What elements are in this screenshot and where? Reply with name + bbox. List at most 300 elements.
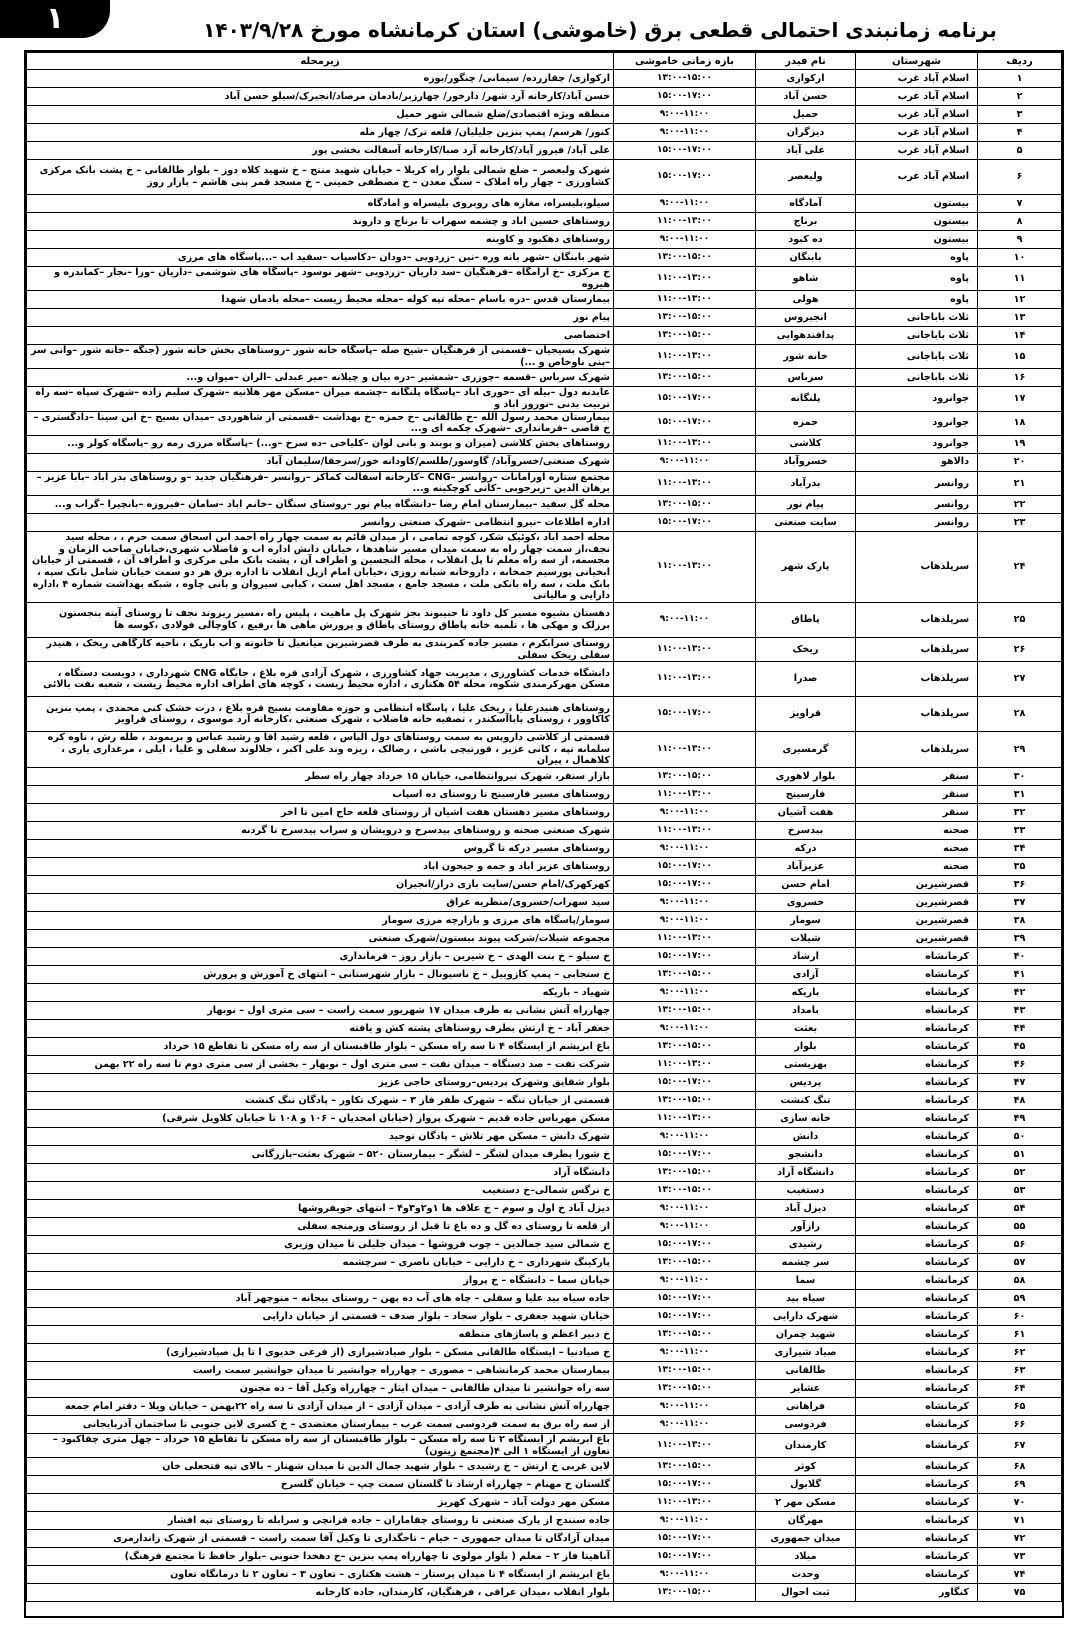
area-cell: روستای سرابکرم ، مسیر جاده کمربندی به طرف قصرشیرین میانعیل تا خانوته و اب باریک ، ناحیه کارگاهی ریخک ، هنیدر سفلی ریخک سفلی (27, 637, 614, 661)
feeder-cell: ریخک (756, 637, 856, 661)
schedule-sheet (24, 50, 1064, 1618)
time-cell: ۹:۰۰-۱۱:۰۰ (614, 1217, 756, 1235)
row-number-cell: ۷۴ (978, 1566, 1062, 1584)
city-cell: کرمانشاه (856, 1361, 978, 1379)
feeder-cell: تنگ کنشت (756, 1091, 856, 1109)
city-cell: ثلاث باباجانی (856, 327, 978, 345)
area-cell: روستاهای مسیر دهستان هفت اشیان از روستای قلعه حاج امین تا اخر (27, 803, 614, 821)
area-cell: سیلو،بلیسراه، مغازه های روبروی بلیسراه و امادگاه (27, 195, 614, 213)
table-row (27, 1055, 1062, 1073)
city-cell: جوانرود (856, 411, 978, 435)
row-number-cell: ۴۴ (978, 1019, 1062, 1037)
row-number-cell: ۴۳ (978, 1001, 1062, 1019)
area-cell: روستاهای بخش کلاشی (میزان و بوبند و بانی لوان –کلیاخی –ده سرخ –و...) –پاسگاه مرزی رمه رو –پاسگاه کولر و... (27, 435, 614, 453)
feeder-cell: ده کبود (756, 231, 856, 249)
city-cell: سرپلذهاب (856, 531, 978, 602)
time-cell: ۱۵:۰۰-۱۷:۰۰ (614, 88, 756, 106)
page-number: ۱ (45, 1, 65, 36)
city-cell: کرمانشاه (856, 1037, 978, 1055)
header-row-number: ردیف (978, 53, 1062, 70)
city-cell: کرمانشاه (856, 947, 978, 965)
row-number-cell: ۲۷ (978, 662, 1062, 697)
row-number-cell: ۱۱ (978, 267, 1062, 291)
area-cell: منطقه ویژه اقتصادی/ضلع شمالی شهر حمیل (27, 106, 614, 124)
feeder-cell: سومار (756, 911, 856, 929)
area-cell: خ سنجابی – پمپ کازوییل – خ ناسیونال – بازار شهرستانی – انتهای خ آموزش و پرورش (27, 965, 614, 983)
table-row (27, 1361, 1062, 1379)
table-row (27, 602, 1062, 637)
area-cell: چهارراه آتش نشانی به طرف آزادی – میدان آزادی – از میدان آزادی تا سه راه ۲۲بهمن – خیابان ویلا – دفتر امام جمعه (27, 1397, 614, 1415)
table-row (27, 1397, 1062, 1415)
time-cell: ۱۳:۰۰-۱۵:۰۰ (614, 1458, 756, 1476)
row-number-cell: ۷۵ (978, 1584, 1062, 1602)
outage-schedule-table (26, 52, 1062, 1602)
area-cell: اداره اطلاعات –نیرو انتظامی –شهرک صنعتی روانسر (27, 513, 614, 531)
area-cell: بلوار انقلاب ،میدان عراقی ، فرهنگیان، کارمندان، جاده کارخانه (27, 1584, 614, 1602)
table-row (27, 662, 1062, 697)
time-cell: ۱۵:۰۰-۱۷:۰۰ (614, 1235, 756, 1253)
row-number-cell: ۲۶ (978, 637, 1062, 661)
table-row (27, 387, 1062, 411)
city-cell: اسلام آباد غرب (856, 106, 978, 124)
feeder-cell: مهرگان (756, 1512, 856, 1530)
feeder-cell: آمادگاه (756, 195, 856, 213)
feeder-cell: پدافندهوایی (756, 327, 856, 345)
table-row (27, 369, 1062, 387)
feeder-cell: هولی (756, 291, 856, 309)
row-number-cell: ۴۹ (978, 1109, 1062, 1127)
row-number-cell: ۷۱ (978, 1512, 1062, 1530)
feeder-cell: هفت آشیان (756, 803, 856, 821)
table-row (27, 1379, 1062, 1397)
table-row (27, 1091, 1062, 1109)
table-row (27, 1163, 1062, 1181)
table-row (27, 1325, 1062, 1343)
area-cell: جاده سیاه بید علیا و سفلی – چاه های آب ده پهن – روستای بیجانه – منوچهر آباد (27, 1289, 614, 1307)
city-cell: قصرشیرین (856, 875, 978, 893)
feeder-cell: خانه سازی (756, 1109, 856, 1127)
feeder-cell: میدان جمهوری (756, 1530, 856, 1548)
city-cell: صحنه (856, 839, 978, 857)
time-cell: ۹:۰۰-۱۱:۰۰ (614, 124, 756, 142)
city-cell: دالاهو (856, 453, 978, 471)
table-row (27, 857, 1062, 875)
city-cell: کرمانشاه (856, 1163, 978, 1181)
feeder-cell: بهزیستی (756, 1055, 856, 1073)
city-cell: قصرشیرین (856, 893, 978, 911)
area-cell: باغ ابریشم از ایستگاه ۲ تا سه راه مسکن – بلوار طاقبستان از سه راه مسکن تا تقاطع ۱۵ خرداد – چهل متری چقاکبود – تعاون از ایستگاه ۱ الی ۴(مجتمع زیتون) (27, 1433, 614, 1457)
feeder-cell: آزادی (756, 965, 856, 983)
city-cell: پاوه (856, 267, 978, 291)
time-cell: ۱۳:۰۰-۱۵:۰۰ (614, 1037, 756, 1055)
table-row (27, 767, 1062, 785)
area-cell: از سه راه برق به سمت فردوسی سمت غرب – بیمارستان معتضدی – خ کسری لاین جنوبی تا ساختمان آذربایجانی (27, 1415, 614, 1433)
row-number-cell: ۳۶ (978, 875, 1062, 893)
feeder-cell: وحدت (756, 1566, 856, 1584)
row-number-cell: ۳۲ (978, 803, 1062, 821)
row-number-cell: ۶۸ (978, 1458, 1062, 1476)
city-cell: کرمانشاه (856, 1127, 978, 1145)
city-cell: کرمانشاه (856, 965, 978, 983)
feeder-cell: قراویز (756, 697, 856, 732)
table-row (27, 929, 1062, 947)
row-number-cell: ۹ (978, 231, 1062, 249)
time-cell: ۱۵:۰۰-۱۷:۰۰ (614, 1307, 756, 1325)
table-row (27, 1073, 1062, 1091)
feeder-cell: ارکوازی (756, 70, 856, 88)
feeder-cell: عزیزآباد (756, 857, 856, 875)
row-number-cell: ۲۰ (978, 453, 1062, 471)
city-cell: کرمانشاه (856, 1307, 978, 1325)
feeder-cell: رازآور (756, 1217, 856, 1235)
row-number-cell: ۶۵ (978, 1397, 1062, 1415)
table-row (27, 106, 1062, 124)
feeder-cell: درکه (756, 839, 856, 857)
table-row (27, 345, 1062, 369)
table-row (27, 1145, 1062, 1163)
area-cell: شهر بابنگان –شهر بانه وره –نین –زردویی –دودان –دکاسیاب –سفید اب –...پاسگاه های مرزی (27, 249, 614, 267)
city-cell: کنگاور (856, 1584, 978, 1602)
table-row (27, 1458, 1062, 1476)
time-cell: ۹:۰۰-۱۱:۰۰ (614, 911, 756, 929)
area-cell: شهرک ولیعصر – ضلع شمالی بلوار راه کربلا – خیابان شهید منتج – خ شهید کلاه دوز – بلوار طالقانی – خ پشت بانک مرکزی کشاورزی – چهار راه املاک – سنگ معدن – خ مصطفی خمینی – خ مسجد قمر بنی هاشم – بازار روز (27, 160, 614, 195)
city-cell: اسلام آباد غرب (856, 124, 978, 142)
time-cell: ۱۳:۰۰-۱۵:۰۰ (614, 327, 756, 345)
city-cell: کرمانشاه (856, 983, 978, 1001)
area-cell: سه راه جوانشیر تا میدان طالقانی – میدان ایثار – چهارراه وکیل آقا – ده مجنون (27, 1379, 614, 1397)
time-cell: ۱۳:۰۰-۱۵:۰۰ (614, 1361, 756, 1379)
table-row (27, 1476, 1062, 1494)
table-row (27, 839, 1062, 857)
time-cell: ۹:۰۰-۱۱:۰۰ (614, 602, 756, 637)
city-cell: روانسر (856, 471, 978, 495)
row-number-cell: ۳۵ (978, 857, 1062, 875)
feeder-cell: شاهو (756, 267, 856, 291)
feeder-cell: شهید چمران (756, 1325, 856, 1343)
table-row (27, 495, 1062, 513)
feeder-cell: گرمسیری (756, 732, 856, 768)
time-cell: ۱۵:۰۰-۱۷:۰۰ (614, 160, 756, 195)
time-cell: ۱۱:۰۰-۱۳:۰۰ (614, 637, 756, 661)
time-cell: ۹:۰۰-۱۱:۰۰ (614, 983, 756, 1001)
area-cell: دهستان بشیوه مسیر کل داود تا حبیبوند بجز شهرک پل ماهیت ، پلیس راه ،مسیر ریزوند نجف تا روستای آینه بنجستون برزلک و مهکی ها ، تلمبه خانه پاطاق روستای پاطاق و پرورش ماهی ها ،رفیع ، کاوچالی فولادی ،کوسه ها (27, 602, 614, 637)
row-number-cell: ۴۸ (978, 1091, 1062, 1109)
city-cell: کرمانشاه (856, 1397, 978, 1415)
city-cell: کرمانشاه (856, 1458, 978, 1476)
area-cell: چهارراه آتش نشانی به طرف میدان ۱۷ شهریور سمت راست – سی متری اول – نوبهار (27, 1001, 614, 1019)
area-cell: باغ ابریشم از ایستگاه ۴ تا سه راه مسکن – بلوار طاقبستان از سه راه مسکن تا تقاطع ۱۵ خرداد (27, 1037, 614, 1055)
table-row (27, 1415, 1062, 1433)
time-cell: ۱۳:۰۰-۱۵:۰۰ (614, 1163, 756, 1181)
area-cell: خ دبیر اعظم و پاساژهای منطقه (27, 1325, 614, 1343)
header-city: شهرستان (856, 53, 978, 70)
table-row (27, 1001, 1062, 1019)
city-cell: روانسر (856, 513, 978, 531)
row-number-cell: ۵۹ (978, 1289, 1062, 1307)
time-cell: ۱۳:۰۰-۱۵:۰۰ (614, 1253, 756, 1271)
feeder-cell: شیلات (756, 929, 856, 947)
city-cell: کرمانشاه (856, 1415, 978, 1433)
city-cell: کرمانشاه (856, 1289, 978, 1307)
city-cell: قصرشیرین (856, 929, 978, 947)
city-cell: کرمانشاه (856, 1512, 978, 1530)
city-cell: بیستون (856, 231, 978, 249)
city-cell: اسلام آباد غرب (856, 142, 978, 160)
table-row (27, 1307, 1062, 1325)
area-cell: خ نرگس شمالی–خ دستغیب (27, 1181, 614, 1199)
row-number-cell: ۶۷ (978, 1433, 1062, 1457)
table-row (27, 195, 1062, 213)
area-cell: دانشگاه آزاد (27, 1163, 614, 1181)
feeder-cell: علی آباد (756, 142, 856, 160)
time-cell: ۱۳:۰۰-۱۵:۰۰ (614, 1379, 756, 1397)
row-number-cell: ۴۶ (978, 1055, 1062, 1073)
time-cell: ۱۱:۰۰-۱۳:۰۰ (614, 471, 756, 495)
time-cell: ۱۵:۰۰-۱۷:۰۰ (614, 875, 756, 893)
city-cell: سنقر (856, 803, 978, 821)
area-cell: لاین غربی خ ارتش – خ رشیدی – بلوار شهید جمال الدین تا میدان شهناز – بالای تپه فتحعلی خان (27, 1458, 614, 1476)
area-cell: روستاهای هنیدرعلیا ، ریخک علیا ، پاسگاه انتظامی و حوزه مقاومت بسیج قره بلاغ ، درت خشک کنی محمدی ، پمپ بنزین کاکاوور ، روستای باباآسکندر ، تصفیه خانه فاضلاب ، شهرک صنعتی ،کارخانه آرد موسوی ، روستای قراویز (27, 697, 614, 732)
city-cell: اسلام آباد غرب (856, 88, 978, 106)
row-number-cell: ۱۵ (978, 345, 1062, 369)
city-cell: کرمانشاه (856, 1199, 978, 1217)
table-row (27, 637, 1062, 661)
area-cell: کنور/ هرسم/ پمپ بنزین جلیلیان/ قلعه ترک/ چهار مله (27, 124, 614, 142)
city-cell: پاوه (856, 249, 978, 267)
city-cell: کرمانشاه (856, 1548, 978, 1566)
city-cell: کرمانشاه (856, 1253, 978, 1271)
row-number-cell: ۵۲ (978, 1163, 1062, 1181)
area-cell: محله گل سفید –بیمارستان امام رضا –دانشگاه پیام نور –روستای سنگان –خانم اباد –سامان –فیروزه –بانچیرا –گراب و... (27, 495, 614, 513)
feeder-cell: باریکه (756, 983, 856, 1001)
area-cell: خ شمالی سید جمالدین – چوب فروشها – میدان جلیلی تا میدان وزیری (27, 1235, 614, 1253)
header-time: بازه زمانی خاموشی (614, 53, 756, 70)
row-number-cell: ۵ (978, 142, 1062, 160)
city-cell: بیستون (856, 195, 978, 213)
city-cell: کرمانشاه (856, 1566, 978, 1584)
row-number-cell: ۱۹ (978, 435, 1062, 453)
table-row (27, 142, 1062, 160)
time-cell: ۱۱:۰۰-۱۳:۰۰ (614, 435, 756, 453)
area-cell: قسمتی از کلاشی داروپس به سمت روستاهای دول الیاس ، قلعه رشید آقا و رشید عباس و بریموند ، طله رش ، ناوه کره سلمانه تپه ، کانی عزیز ، قورتیچی باشی ، رضالک ، ریزه وند علی اکبر ، جلالوند سفلی و علیا ، ایلی ، مرغداری یاری ، کلاهمال ، پیران (27, 732, 614, 768)
feeder-cell: سر چشمه (756, 1253, 856, 1271)
time-cell: ۱۱:۰۰-۱۳:۰۰ (614, 1433, 756, 1457)
city-cell: کرمانشاه (856, 1181, 978, 1199)
area-cell: جعفر آباد – خ ارتش بطرف روستاهای پشته کش و یافته (27, 1019, 614, 1037)
feeder-cell: دیزل آباد (756, 1199, 856, 1217)
time-cell: ۱۵:۰۰-۱۷:۰۰ (614, 1145, 756, 1163)
city-cell: کرمانشاه (856, 1325, 978, 1343)
area-cell: سومار/پاسگاه های مرزی و بازارچه مرزی سومار (27, 911, 614, 929)
table-row (27, 803, 1062, 821)
table-row (27, 875, 1062, 893)
time-cell: ۱۳:۰۰-۱۵:۰۰ (614, 767, 756, 785)
row-number-cell: ۳۹ (978, 929, 1062, 947)
time-cell: ۹:۰۰-۱۱:۰۰ (614, 1019, 756, 1037)
feeder-cell: بلوار لاهوری (756, 767, 856, 785)
table-row (27, 231, 1062, 249)
area-cell: مجموعه شیلات/شرکت پیوند بیستون/شهرک صنعتی (27, 929, 614, 947)
table-row (27, 70, 1062, 88)
row-number-cell: ۱۶ (978, 369, 1062, 387)
feeder-cell: کارمندان (756, 1433, 856, 1457)
time-cell: ۱۱:۰۰-۱۳:۰۰ (614, 267, 756, 291)
table-row (27, 88, 1062, 106)
city-cell: کرمانشاه (856, 1235, 978, 1253)
time-cell: ۱۱:۰۰-۱۳:۰۰ (614, 1109, 756, 1127)
city-cell: صحنه (856, 857, 978, 875)
feeder-cell: خسروی (756, 893, 856, 911)
time-cell: ۱۳:۰۰-۱۵:۰۰ (614, 369, 756, 387)
time-cell: ۱۳:۰۰-۱۵:۰۰ (614, 965, 756, 983)
feeder-cell: میلاد (756, 1548, 856, 1566)
table-body (27, 70, 1062, 1602)
time-cell: ۱۱:۰۰-۱۳:۰۰ (614, 821, 756, 839)
table-row (27, 291, 1062, 309)
city-cell: سنقر (856, 767, 978, 785)
feeder-cell: ولیعصر (756, 160, 856, 195)
area-cell: شهرک بسیجیان –قسمتی از فرهنگیان –شیخ صله –پاسگاه خانه شور –روستاهای بخش خانه شور (جنگه –خانه شور –وانی سر –بنی ناوخاص و ...) (27, 345, 614, 369)
city-cell: صحنه (856, 821, 978, 839)
table-row (27, 911, 1062, 929)
area-cell: شهرک صنعتی صحنه و روستاهای بیدسرخ و درویشان و سراب بیدسرخ تا گردنه (27, 821, 614, 839)
area-cell: بیمارستان محمد رسول الله –خ طالقانی –خ حمزه –خ بهداشت –قسمتی از شاهوردی –میدان بسیج –خ ابن سینا –دادگستری –خ قاضی –فرمانداری –شهرک چکمه ای و... (27, 411, 614, 435)
city-cell: ثلاث باباجانی (856, 345, 978, 369)
row-number-cell: ۵۱ (978, 1145, 1062, 1163)
area-cell: گلستان خ مهنام – چهارراه ارشاد تا گلستان سمت چپ – خیابان گلسرخ (27, 1476, 614, 1494)
area-cell: شهرک سرباس –قسمه –چوزری –شمشیر –دره بیان و چیلانه –میر عبدلی –الران –میوان و... (27, 369, 614, 387)
feeder-cell: امام حسن (756, 875, 856, 893)
feeder-cell: برناج (756, 213, 856, 231)
table-row (27, 1181, 1062, 1199)
city-cell: کرمانشاه (856, 1494, 978, 1512)
row-number-cell: ۳۴ (978, 839, 1062, 857)
time-cell: ۱۱:۰۰-۱۳:۰۰ (614, 732, 756, 768)
table-row (27, 453, 1062, 471)
row-number-cell: ۲۴ (978, 531, 1062, 602)
feeder-cell: پاطاق (756, 602, 856, 637)
area-cell: آناهیتا فاز ۲ – معلم ( بلوار مولوی تا چهارراه پمپ بنزین –خ دهخدا جنوبی –بلوار حافظ تا مجتمع فرهنگ) (27, 1548, 614, 1566)
row-number-cell: ۳۸ (978, 911, 1062, 929)
city-cell: کرمانشاه (856, 1055, 978, 1073)
city-cell: پاوه (856, 291, 978, 309)
row-number-cell: ۲۵ (978, 602, 1062, 637)
feeder-cell: انجیروس (756, 309, 856, 327)
feeder-cell: صیاد شیرازی (756, 1343, 856, 1361)
time-cell: ۱۳:۰۰-۱۵:۰۰ (614, 1181, 756, 1199)
time-cell: ۱۵:۰۰-۱۷:۰۰ (614, 411, 756, 435)
row-number-cell: ۱۲ (978, 291, 1062, 309)
row-number-cell: ۲۸ (978, 697, 1062, 732)
row-number-cell: ۵۰ (978, 1127, 1062, 1145)
table-row (27, 1548, 1062, 1566)
row-number-cell: ۷۳ (978, 1548, 1062, 1566)
feeder-cell: حمیل (756, 106, 856, 124)
time-cell: ۹:۰۰-۱۱:۰۰ (614, 803, 756, 821)
feeder-cell: فراهانی (756, 1397, 856, 1415)
row-number-cell: ۶۲ (978, 1343, 1062, 1361)
feeder-cell: سایت صنعتی (756, 513, 856, 531)
table-row (27, 1109, 1062, 1127)
city-cell: قصرشیرین (856, 911, 978, 929)
table-row (27, 1433, 1062, 1457)
area-cell: بیمارستان محمد کرمانشاهی – مصوری – چهارراه جوانشیر تا میدان جوانشیر سمت راست (27, 1361, 614, 1379)
feeder-cell: رشیدی (756, 1235, 856, 1253)
time-cell: ۱۱:۰۰-۱۳:۰۰ (614, 345, 756, 369)
row-number-cell: ۵۴ (978, 1199, 1062, 1217)
table-row (27, 1566, 1062, 1584)
feeder-cell: ارشاد (756, 947, 856, 965)
feeder-cell: بیدسرخ (756, 821, 856, 839)
area-cell: باغ ابریشم از ایستگاه ۴ تا میدان پرستار – هشت هکتاری – تعاون ۳ – تعاون ۲ تا درمانگاه تعاون (27, 1566, 614, 1584)
area-cell: علی آباد/ فیروز آباد/کارخانه آرد صبا/کارخانه آسفالت بخشی پور (27, 142, 614, 160)
area-cell: شهرک دانش – مسکن مهر تلاش – پادگان توحید (27, 1127, 614, 1145)
feeder-cell: بعثت (756, 1019, 856, 1037)
area-cell: شهرک صنعتی/خسروآباد/ گاوسور/طلسم/کاودانه خور/سرجقا/سلیمان آباد (27, 453, 614, 471)
feeder-cell: بلوار (756, 1037, 856, 1055)
table-row (27, 213, 1062, 231)
row-number-cell: ۶۰ (978, 1307, 1062, 1325)
row-number-cell: ۸ (978, 213, 1062, 231)
area-cell: روستاهای مسیر فارسینج تا روستای ده اسپاب (27, 785, 614, 803)
city-cell: جوانرود (856, 435, 978, 453)
time-cell: ۱۵:۰۰-۱۷:۰۰ (614, 947, 756, 965)
table-row (27, 327, 1062, 345)
row-number-cell: ۱۷ (978, 387, 1062, 411)
time-cell: ۹:۰۰-۱۱:۰۰ (614, 231, 756, 249)
feeder-cell: گلابول (756, 1476, 856, 1494)
area-cell: خیابان شهید جعفری – بلوار سجاد – بلوار صدف – قسمتی از خیابان دارایی (27, 1307, 614, 1325)
time-cell: ۱۱:۰۰-۱۳:۰۰ (614, 1494, 756, 1512)
area-cell: روستاهای حسین اباد و چشمه سهراب تا برناج و داروند (27, 213, 614, 231)
area-cell: دانشگاه خدمات کشاورزی ، مدیریت جهاد کشاورزی ، شهرک آزادی قره بلاغ ، جایگاه CNG شهرداری ، دویست دستگاه ، مسکن مهرکرمندی شکوه، محله ۵۴ هکتاری ، اداره محیط زیست ، کوچه های اطراف اداره محیط زیست ، شعبه نفت بالائی (27, 662, 614, 697)
feeder-cell: شهرک دارایی (756, 1307, 856, 1325)
time-cell: ۱۱:۰۰-۱۳:۰۰ (614, 531, 756, 602)
city-cell: ثلاث باباجانی (856, 309, 978, 327)
time-cell: ۱۱:۰۰-۱۳:۰۰ (614, 291, 756, 309)
time-cell: ۱۳:۰۰-۱۵:۰۰ (614, 1325, 756, 1343)
feeder-cell: خسروآباد (756, 453, 856, 471)
feeder-cell: سما (756, 1271, 856, 1289)
time-cell: ۱۳:۰۰-۱۵:۰۰ (614, 1001, 756, 1019)
page-number-tab (0, 0, 110, 38)
table-row (27, 1253, 1062, 1271)
table-row (27, 785, 1062, 803)
row-number-cell: ۲۹ (978, 732, 1062, 768)
time-cell: ۱۵:۰۰-۱۷:۰۰ (614, 1548, 756, 1566)
city-cell: کرمانشاه (856, 1476, 978, 1494)
table-row (27, 124, 1062, 142)
feeder-cell: دانش (756, 1127, 856, 1145)
area-cell: بلوار شقایق وشهرک پردیس–روستای حاجی عزیز (27, 1073, 614, 1091)
area-cell: شرکت نفت – صد دستگاه – میدان نفت – سی متری اول – نوبهار – بخشی از سی متری دوم تا سه راه ۲۲ بهمن (27, 1055, 614, 1073)
city-cell: کرمانشاه (856, 1271, 978, 1289)
table-row (27, 267, 1062, 291)
area-cell: از قلعه تا روستای ده گل و ده باغ تا قبل از روستای ورمنجه سفلی (27, 1217, 614, 1235)
time-cell: ۹:۰۰-۱۱:۰۰ (614, 893, 756, 911)
table-row (27, 983, 1062, 1001)
page-title: برنامه زمانبندی احتمالی قطعی برق (خاموشی) استان کرمانشاه مورخ ۱۴۰۳/۹/۲۸ (203, 18, 997, 42)
area-cell: میدان آزادگان تا میدان جمهوری – خیام – تاجگذاری تا وکیل آقا سمت راست – قسمتی از شهرک زاندارمری (27, 1530, 614, 1548)
area-cell: دیزل آباد خ اول و سوم – خ علاف ها ۱و۲و۳و۴ – انتهای جویفروشها (27, 1199, 614, 1217)
row-number-cell: ۱ (978, 70, 1062, 88)
row-number-cell: ۳ (978, 106, 1062, 124)
city-cell: روانسر (856, 495, 978, 513)
time-cell: ۹:۰۰-۱۱:۰۰ (614, 195, 756, 213)
table-row (27, 1494, 1062, 1512)
table-row (27, 1289, 1062, 1307)
feeder-cell: دانشجو (756, 1145, 856, 1163)
